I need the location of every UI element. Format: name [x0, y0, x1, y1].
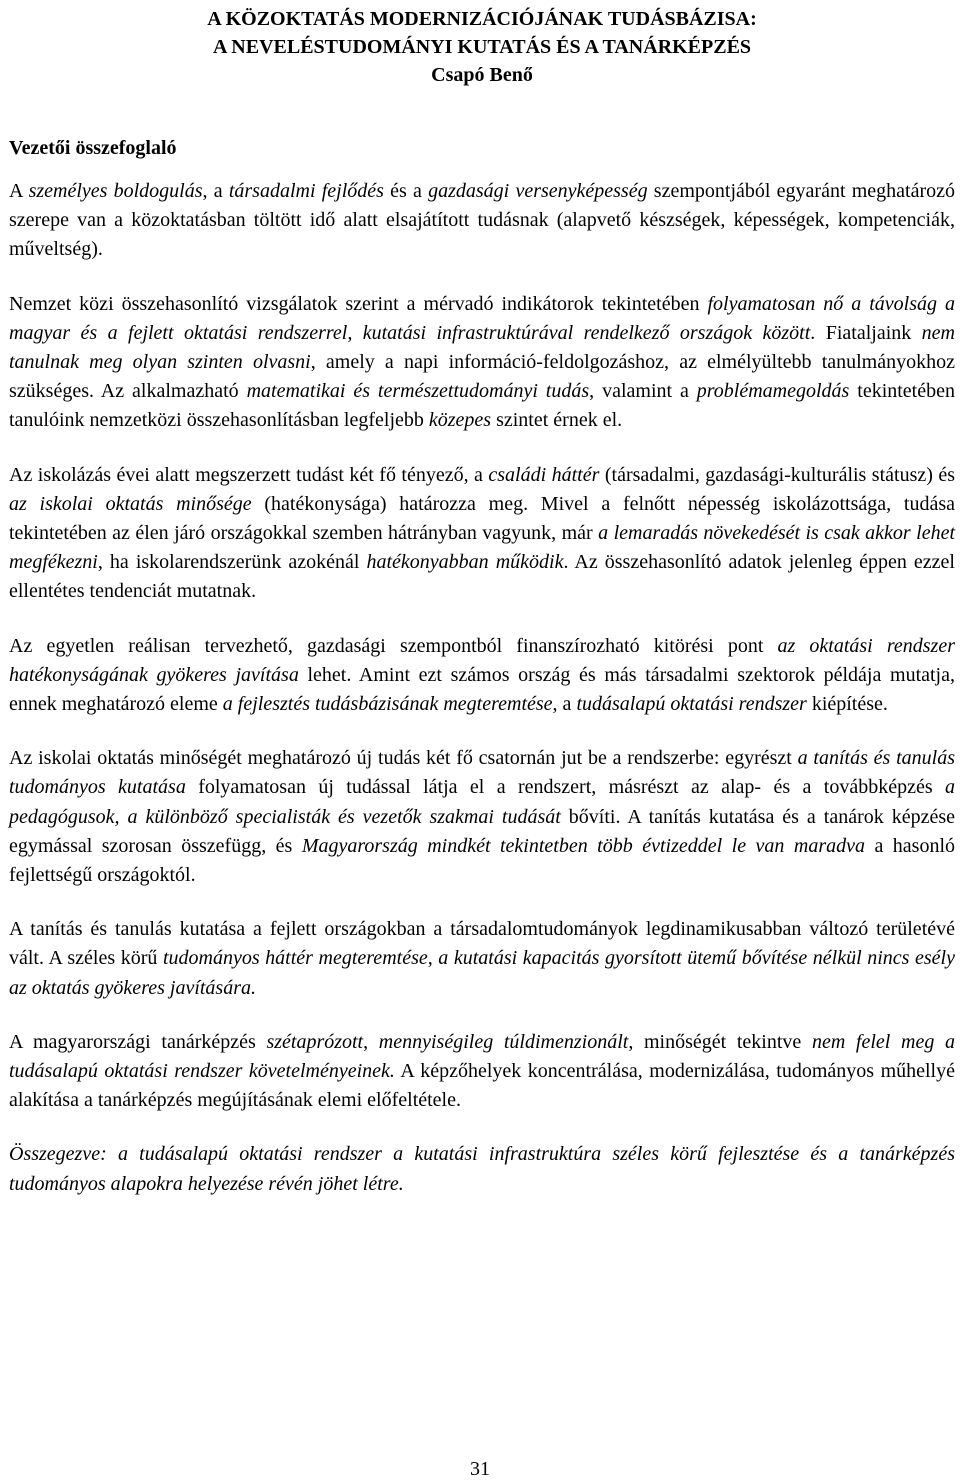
- paragraph: [9, 1028, 955, 1116]
- title-line-1: A KÖZOKTATÁS MODERNIZÁCIÓJÁNAK TUDÁSBÁZISA:: [207, 8, 757, 30]
- text-run: Nemzet közi összehasonlító vizsgálatok szerint a mérvadó indikátorok tekintetében: [9, 292, 708, 315]
- italic-text-run: a tanítás és tanulás tudományos kutatása: [9, 747, 956, 799]
- italic-text-run: matematikai és természettudományi tudás: [246, 380, 590, 403]
- text-run: , a: [202, 180, 229, 202]
- text-run: folyamatosan új tudással látja el a rendszert, másrészt az alap- és a továbbképzés: [185, 776, 946, 799]
- text-run: (társadalmi, gazdasági-kulturális státusz) és: [599, 463, 956, 486]
- italic-text-run: tudományos háttér megteremtése, a kutatási kapacitás gyorsított ütemű bővítése nélkül nincs esély az oktatás gyökeres javítására.: [9, 947, 955, 999]
- paragraph: [9, 744, 955, 890]
- italic-text-run: személyes boldogulás: [28, 180, 203, 202]
- text-run: ,: [363, 1030, 379, 1053]
- text-run: (hatékonysága) határozza meg. Mivel a felnőtt népesség iskolázottsága, tudása tekintetében az élen járó országokkal szemben hátrányban vagyunk, már: [9, 492, 955, 545]
- text-run: Az iskolázás évei alatt megszerzett tudást két fő tényező, a: [9, 463, 489, 486]
- text-run: Az egyetlen reálisan tervezhető, gazdasági szempontból finanszírozható kitörési pont: [9, 634, 778, 657]
- italic-text-run: társadalmi fejlődés: [228, 180, 384, 202]
- italic-text-run: Magyarország mindkét tekintetben több évtizeddel le van maradva: [301, 834, 865, 857]
- document-title: [9, 5, 955, 61]
- italic-text-run: családi háttér: [488, 463, 600, 486]
- text-run: tekintetében tanulóink nemzetközi összehasonlításban legfeljebb: [9, 380, 955, 432]
- italic-text-run: nem felel meg a tudásalapú oktatási rendszer követelményeinek.: [9, 1030, 955, 1083]
- text-run: kiépítése.: [806, 693, 888, 716]
- text-run: szintet érnek el.: [491, 409, 623, 432]
- italic-text-run: az iskolai oktatás minősége: [9, 492, 252, 515]
- paragraph: [9, 290, 955, 436]
- italic-text-run: szétaprózott: [266, 1030, 364, 1053]
- italic-text-run: a fejlesztés tudásbázisának megteremtése: [222, 693, 553, 716]
- page-number: 31: [470, 1458, 490, 1480]
- text-run: bővíti. A tanítás kutatása és a tanárok képzése egymással szorosan összefügg, és: [9, 805, 955, 857]
- italic-text-run: tudásalapú oktatási rendszer: [576, 693, 807, 716]
- text-run: A: [9, 180, 29, 202]
- paragraph: [9, 461, 955, 607]
- italic-text-run: gazdasági versenyképesség: [428, 180, 648, 202]
- paragraph: [9, 915, 955, 1003]
- italic-text-run: hatékonyabban működik: [366, 551, 564, 574]
- text-run: és a: [383, 180, 429, 202]
- text-run: szempontjából egyaránt meghatározó szerepe van a közoktatásban töltött idő alatt elsajátított tudásnak (alapvető készségek, képességek, kompetenciák, műveltség).: [9, 180, 955, 261]
- title-line-2: A NEVELÉSTUDOMÁNYI KUTATÁS ÉS A TANÁRKÉPZÉS: [212, 36, 752, 58]
- text-run: a hasonló fejlettségű országoktól.: [9, 834, 956, 887]
- italic-text-run: az oktatási rendszer hatékonyságának gyökeres javítása: [9, 634, 955, 686]
- document-page: [9, 0, 955, 1199]
- text-run: A magyarországi tanárképzés: [9, 1030, 267, 1053]
- italic-text-run: folyamatosan nő a távolság a magyar és a fejlett oktatási rendszerrel, kutatási infrastruktúrával rendelkező országok között: [9, 292, 955, 344]
- text-run: , a: [552, 693, 577, 716]
- paragraph: [9, 632, 955, 720]
- text-run: , valamint a: [589, 380, 697, 403]
- text-run: . Fiataljaink: [810, 321, 922, 344]
- italic-text-run: a pedagógusok, a különböző specialisták és vezetők szakmai tudását: [9, 776, 956, 828]
- section-heading: Vezetői összefoglaló: [9, 137, 177, 159]
- text-run: , amely a napi információ-feldolgozáshoz, az elmélyültebb tanulmányokhoz szükséges. Az alkalmazható: [9, 351, 955, 403]
- text-run: A képzőhelyek koncentrálása, modernizálása, tudományos műhellyé alakítása a tanárképzés megújításának elemi előfeltétele.: [9, 1060, 955, 1112]
- italic-text-run: problémamegoldás: [696, 380, 850, 403]
- text-run: Az iskolai oktatás minőségét meghatározó új tudás két fő csatornán jut be a rendszerbe: egyrészt: [9, 747, 798, 770]
- text-run: . Az összehasonlító adatok jelenleg éppen ezzel ellentétes tendenciát mutatnak.: [9, 551, 955, 603]
- body-text: [9, 177, 955, 1199]
- author-name: Csapó Benő: [431, 64, 533, 86]
- italic-text-run: Összegezve: a tudásalapú oktatási rendszer a kutatási infrastruktúra széles körű fejlesztése és a tanárképzés tudományos alapokra helyezése révén jöhet létre.: [9, 1143, 955, 1195]
- paragraph: [9, 1140, 955, 1198]
- text-run: , ha iskolarendszerünk azokénál: [97, 551, 367, 574]
- paragraph: [9, 177, 955, 265]
- italic-text-run: mennyiségileg túldimenzionált: [378, 1030, 629, 1053]
- italic-text-run: közepes: [428, 409, 492, 432]
- text-run: lehet. Amint ezt számos ország és más társadalmi szektorok példája mutatja, ennek meghatározó eleme: [9, 663, 955, 716]
- text-run: A tanítás és tanulás kutatása a fejlett országokban a társadalomtudományok legdinamikusabban változó területévé vált. A széles körű: [9, 918, 955, 970]
- italic-text-run: nem tanulnak meg olyan szinten olvasni: [9, 321, 955, 374]
- italic-text-run: a lemaradás növekedését is csak akkor lehet megfékezni: [9, 522, 956, 574]
- text-run: , minőségét tekintve: [628, 1030, 812, 1053]
